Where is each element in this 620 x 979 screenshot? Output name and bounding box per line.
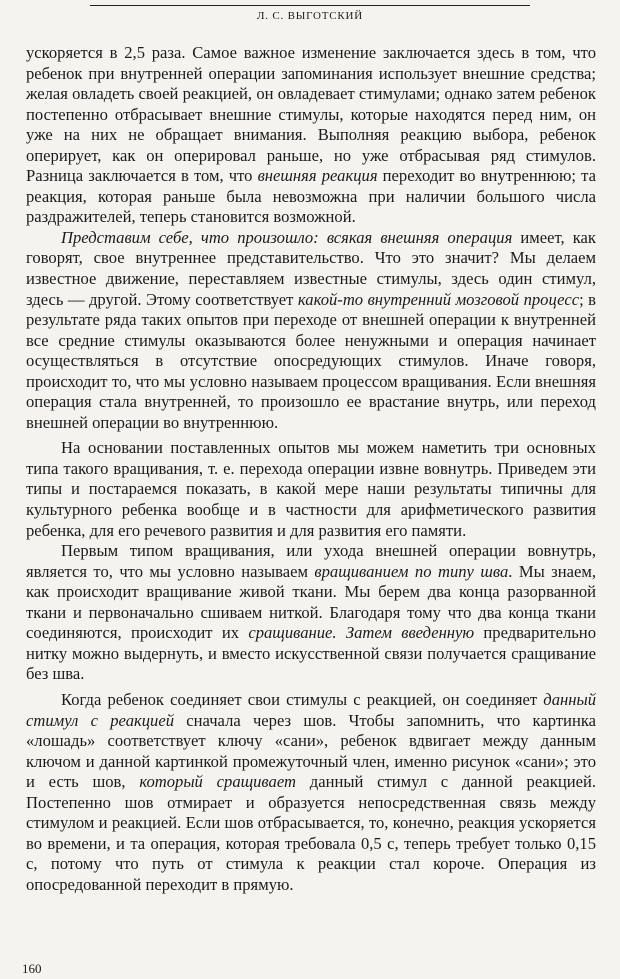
- emphasis-run: данный стимул с реакцией: [26, 689, 596, 730]
- text-run: Когда ребенок соединяет свои стимулы с реакцией, он соединяет: [61, 689, 544, 709]
- text-run: ; в результате ряда таких опытов при переходе от внешней операции к внутренней все средние стимулы оказываются более ненужными и операция начинает осуществляться в отсутствие опосредующих стимулов. Иначе говоря, происходит то, что мы условно называем процессом вращивания. Если внешняя операция стала внутренней, то произошло ее врастание внутрь, или переход внешней операции во внутреннюю.: [26, 289, 597, 432]
- running-head: Л. С. ВЫГОТСКИЙ: [256, 10, 364, 22]
- text-run: сначала через шов. Чтобы запомнить, что картинка «лошадь» соответствует ключу «сани», ребенок вдвигает между данным ключом и данной картинкой промежуточный член, именно рисунок «сани»; это и есть шов,: [26, 710, 596, 792]
- text-run: предварительно нитку можно выдернуть, и вместо искусственной связи получается сращивание без шва.: [26, 623, 596, 684]
- paragraph-3: [26, 438, 596, 541]
- text-run: На основании поставленных опытов мы можем наметить три основных типа такого вращивания, т. е. перехода операции извне вовнутрь. Приведем эти типы и постараемся показать, в какой мере наши результаты типичны для культурного ребенка вообще и в частности для арифметического развития ребенка, для его речевого развития и для развития его памяти.: [26, 438, 596, 540]
- emphasis-run: сращивание. Затем введенную: [248, 623, 475, 643]
- page-number: 160: [22, 961, 42, 976]
- text-run: переходит во внутреннюю; та реакция, которая раньше была невозможна при наличии большого числа раздражителей, теперь становится возможной.: [26, 166, 596, 227]
- text-run: Первым типом вращивания, или ухода внешней операции вовнутрь, является то, что мы условно называем: [26, 541, 596, 581]
- emphasis-run: который сращивает: [139, 772, 296, 792]
- emphasis-run: вращиванием по типу шва: [314, 561, 509, 581]
- paragraph-5: [26, 690, 596, 895]
- text-run: данный стимул с данной реакцией. Постепенно шов отмирает и образуется непосредственная связь между стимулом и реакцией. Если шов отбрасывается, то, конечно, реакция ускоряется во времени, и та операция, которая требовала 0,5 с, теперь требует только 0,15 с, потому что путь от стимула к реакции стал короче. Операция из опосредованной переходит в прямую.: [26, 772, 596, 894]
- paragraph-2: [26, 228, 596, 433]
- body-text: [26, 43, 596, 895]
- text-run: имеет, как говорят, свое внутреннее представительство. Что это значит? Мы делаем известное движение, переставляем известные стимулы, здесь один стимул, здесь — другой. Этому соответствует: [26, 227, 596, 309]
- header-rule: [90, 5, 530, 6]
- emphasis-run: какой-то внутренний мозговой процесс: [297, 289, 580, 309]
- text-run: ускоряется в 2,5 раза. Самое важное изменение заключается здесь в том, что ребенок при внутренней операции запоминания использует внешние средства; желая овладеть своей реакцией, он овладевает стимулами; однако затем ребенок постепенно отбрасывает внешние стимулы, которые находятся перед ним, он уже на них не обращает внимания. Выполняя реакцию выбора, ребенок оперирует, как он оперировал раньше, но уже отбрасывая ряд стимулов. Разница заключается в том, что: [26, 43, 596, 186]
- paragraph-1: [26, 43, 596, 228]
- paragraph-4: [26, 541, 596, 685]
- text-run: . Мы знаем, как происходит вращивание живой ткани. Мы берем два конца разорванной ткани и первоначально сшиваем ниткой. Благодаря тому что два конца ткани соединяются, происходит их: [26, 561, 596, 643]
- emphasis-run: Представим себе, что произошло: всякая внешняя операция: [61, 227, 513, 247]
- emphasis-run: внешняя реакция: [257, 166, 378, 186]
